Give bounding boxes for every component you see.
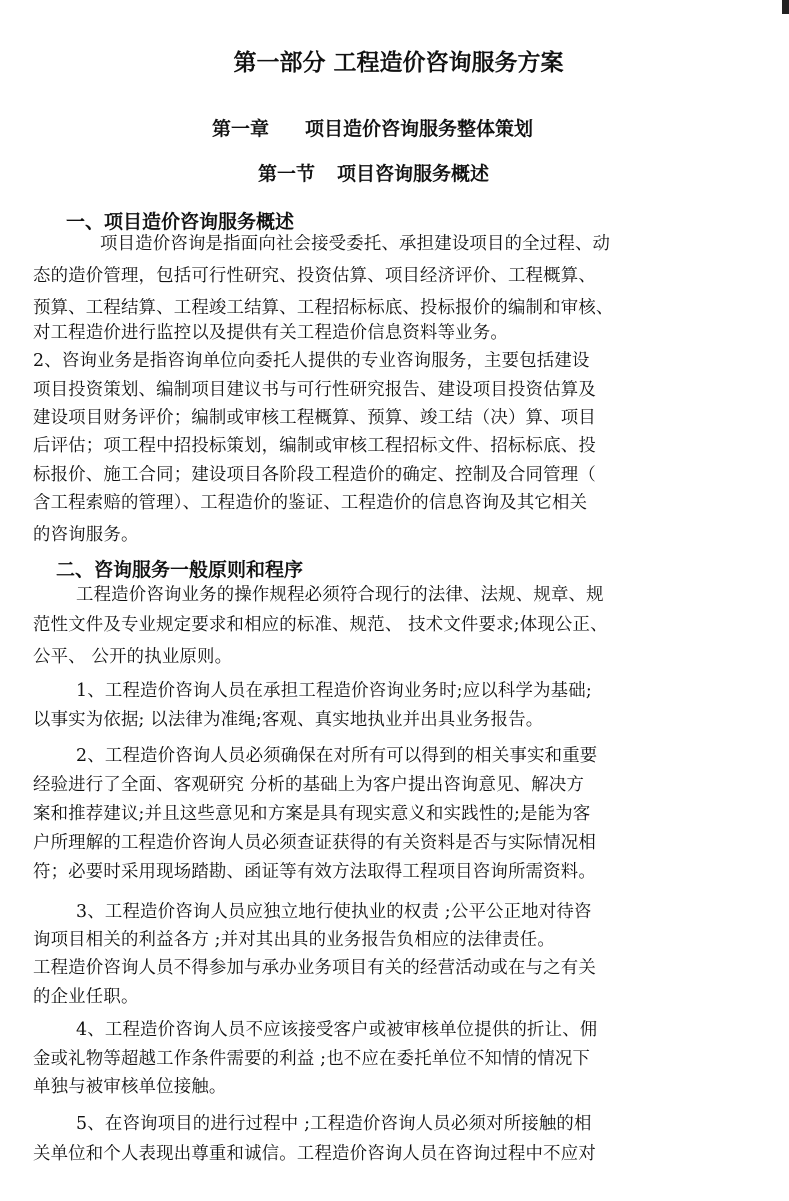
section-name: 项目咨询服务概述 — [337, 163, 490, 185]
body-line: 的企业任职。 — [33, 987, 139, 1007]
body-line: 对工程造价进行监控以及提供有关工程造价信息资料等业务。 — [33, 323, 508, 343]
body-line: 工程造价咨询业务的操作规程必须符合现行的法律、法规、规章、规 — [76, 585, 604, 605]
body-line: 2、咨询业务是指咨询单位向委托人提供的专业咨询服务，主要包括建设 — [33, 351, 590, 371]
body-line: 公平、 公开的执业原则。 — [33, 647, 233, 667]
body-line: 标报价、施工合同；建设项目各阶段工程造价的确定、控制及合同管理（ — [33, 465, 596, 485]
body-line: 建设项目财务评价；编制或审核工程概算、预算、竣工结（决）算、项目 — [33, 408, 596, 428]
chapter-name: 项目造价咨询服务整体策划 — [305, 118, 534, 140]
chapter-title — [212, 114, 533, 141]
part-title: 第一部分 工程造价咨询服务方案 — [233, 50, 564, 76]
body-line: 以事实为依据; 以法律为准绳;客观、真实地执业并出具业务报告。 — [33, 710, 544, 730]
body-line: 2、工程造价咨询人员必须确保在对所有可以得到的相关事实和重要 — [76, 746, 598, 766]
body-line: 项目投资策划、编制项目建议书与可行性研究报告、建设项目投资估算及 — [33, 380, 596, 400]
body-line: 4、工程造价咨询人员不应该接受客户或被审核单位提供的折让、佣 — [76, 1020, 598, 1040]
chapter-number: 第一章 — [212, 118, 270, 140]
body-line: 工程造价咨询人员不得参加与承办业务项目有关的经营活动或在与之有关 — [33, 958, 596, 978]
body-line: 金或礼物等超越工作条件需要的利益 ;也不应在委托单位不知情的情况下 — [33, 1049, 591, 1069]
body-line: 询项目相关的利益各方 ;并对其出具的业务报告负相应的法律责任。 — [33, 930, 555, 950]
body-line: 后评估；项工程中招投标策划，编制或审核工程招标文件、招标标底、投 — [33, 436, 596, 456]
body-line: 单独与被审核单位接触。 — [33, 1077, 227, 1097]
corner-mark — [782, 0, 789, 14]
body-line: 态的造价管理，包括可行性研究、投资估算、项目经济评价、工程概算、 — [33, 266, 596, 286]
body-line: 项目造价咨询是指面向社会接受委托、承担建设项目的全过程、动 — [100, 234, 611, 254]
body-line: 经验进行了全面、客观研究 分析的基础上为客户提出咨询意见、解决方 — [33, 775, 585, 795]
body-line: 1、工程造价咨询人员在承担工程造价咨询业务时;应以科学为基础; — [76, 681, 592, 701]
section-number: 第一节 — [258, 163, 316, 185]
body-line: 的咨询服务。 — [33, 525, 139, 545]
body-line: 案和推荐建议;并且这些意见和方案是具有现实意义和实践性的;是能为客 — [33, 804, 591, 824]
body-line: 预算、工程结算、工程竣工结算、工程招标标底、投标报价的编制和审核、 — [33, 298, 614, 318]
body-line: 户所理解的工程造价咨询人员必须查证获得的有关资料是否与实际情况相 — [33, 833, 596, 853]
subheading-overview: 一、项目造价咨询服务概述 — [66, 211, 295, 233]
subheading-principles: 二、咨询服务一般原则和程序 — [56, 559, 304, 581]
body-line: 5、在咨询项目的进行过程中 ;工程造价咨询人员必须对所接触的相 — [76, 1114, 592, 1134]
body-line: 关单位和个人表现出尊重和诚信。工程造价咨询人员在咨询过程中不应对 — [33, 1144, 596, 1164]
body-line: 符；必要时采用现场踏勘、函证等有效方法取得工程项目咨询所需资料。 — [33, 862, 596, 882]
body-line: 范性文件及专业规定要求和相应的标准、规范、 技术文件要求;体现公正、 — [33, 615, 608, 635]
body-line: 含工程索赔的管理）、工程造价的鉴证、工程造价的信息咨询及其它相关 — [33, 493, 588, 513]
section-title — [258, 159, 489, 186]
body-line: 3、工程造价咨询人员应独立地行使执业的权责 ;公平公正地对待咨 — [76, 902, 592, 922]
